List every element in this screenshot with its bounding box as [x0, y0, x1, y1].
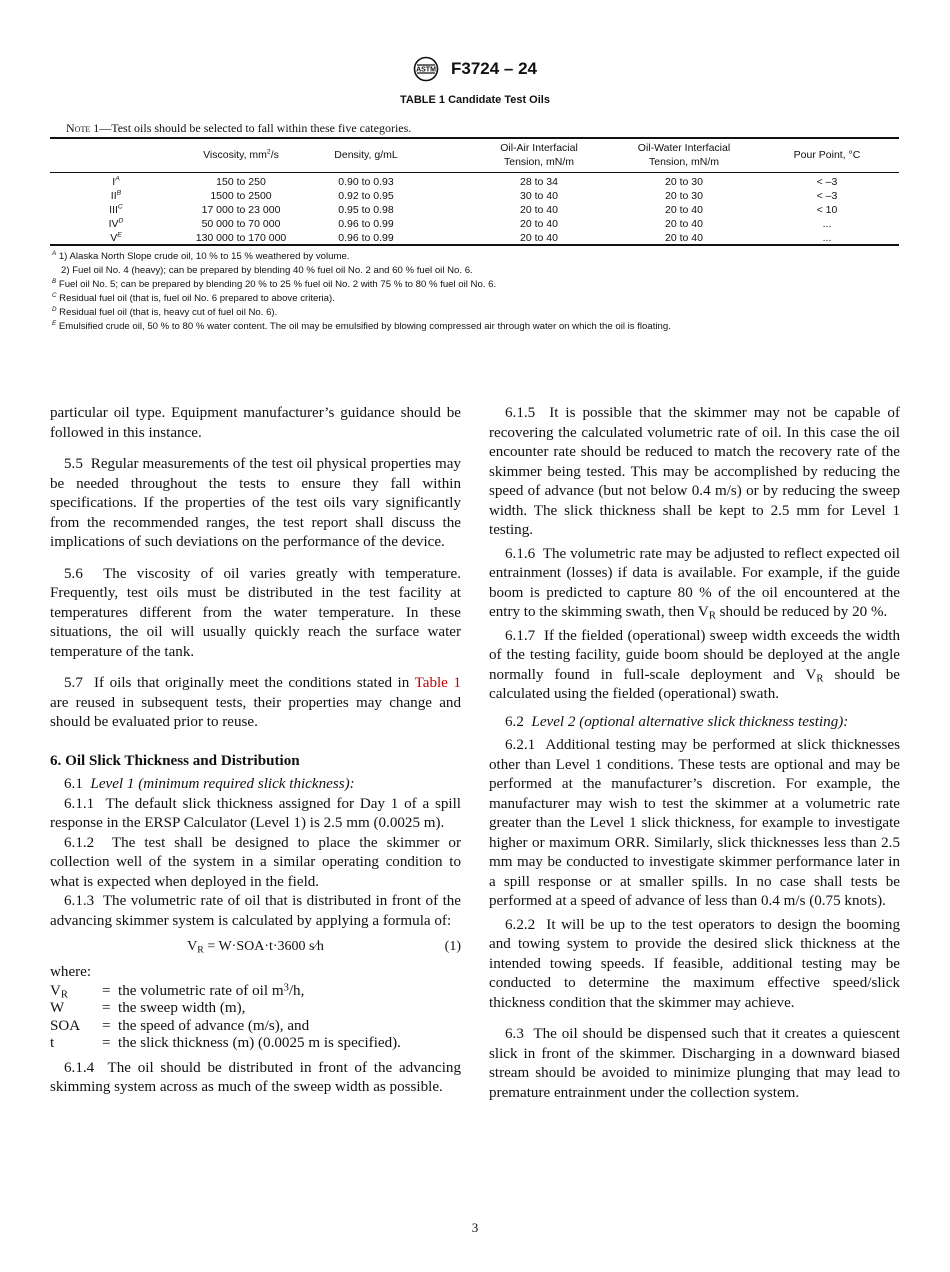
- table-cell: 20 to 40: [520, 218, 558, 230]
- table-cell: 0.92 to 0.95: [338, 190, 394, 202]
- paragraph-5-5: 5.5 Regular measurements of the test oil physical properties may be needed throughout the tests to ensure they fall within specifications. If the properties of the test oils vary significantly from the recommended ranges, the test report shall discuss the implications of such deviations on the performance of the device.: [50, 456, 461, 550]
- header-oil-air-tension: Oil-Air Interfacial Tension, mN/m: [500, 142, 578, 168]
- definition-symbol: W: [50, 1000, 65, 1016]
- left-column: [50, 404, 461, 1098]
- paragraph-6-2: 6.2 Level 2 (optional alternative slick thickness testing):: [505, 713, 849, 730]
- equals-sign: =: [102, 982, 111, 999]
- page-number: 3: [471, 1220, 479, 1235]
- table-title: TABLE 1 Candidate Test Oils: [400, 94, 550, 106]
- footnote: $^B$ Fuel oil No. 5; can be prepared by blending 20 % to 25 % fuel oil No. 2 with 75 % to 80 % fuel oil No. 6.: [52, 277, 497, 290]
- note-label: Note 1: [66, 121, 100, 135]
- svg-text:ASTM: ASTM: [416, 66, 436, 74]
- paragraph-6-1-1: 6.1.1 The default slick thickness assigned for Day 1 of a spill response in the ERSP Calculator (Level 1) is 2.5 mm (0.0025 m).: [50, 795, 461, 831]
- definition-item: [50, 1018, 461, 1036]
- page-header: [0, 56, 950, 82]
- row-category: $II^B$: [110, 189, 122, 202]
- note-text: —Test oils should be selected to fall within these five categories.: [99, 121, 412, 135]
- table-cell: 20 to 40: [665, 232, 703, 244]
- footnote: 2) Fuel oil No. 4 (heavy); can be prepared by blending 40 % fuel oil No. 2 and 60 % fuel oil No. 6.: [61, 265, 473, 276]
- table-cell: 20 to 40: [520, 204, 558, 216]
- row-category: $IV^D$: [108, 217, 124, 230]
- row-category: $V^E$: [110, 231, 122, 244]
- paragraph-6-1-7: 6.1.7 If the fielded (operational) sweep width exceeds the width of the testing facility, guide boom should be deployed at the angle normally found in full-scale deployment and $V_R$ should be calculated using the fielded (operational) swath.: [489, 627, 901, 702]
- table-row: [0, 231, 950, 245]
- table-cell: < –3: [816, 176, 838, 188]
- paragraph-6-2-1: 6.2.1 Additional testing may be performed at slick thicknesses other than Level 1 conditions. These tests are optional and may be performed at the manufacturer’s discretion. For example, the manufacturer may wish to test the skimmer at a volumetric rate greater than the Level 1 slick thickness, for example to investigate higher or maximum ORR. Similarly, slick thicknesses less than 2.5 mm may be conducted to investigate skimmer performance later in a spill response or at smaller spills. In no case shall tests be performed at a speed of advance of less than 0.4 m/s (0.75 knots).: [489, 737, 900, 909]
- table-row: [0, 203, 950, 217]
- table-cell: 20 to 40: [665, 218, 703, 230]
- definition-symbol: SOA: [50, 1017, 81, 1034]
- table-cell: 0.96 to 0.99: [338, 232, 394, 244]
- table-note: [66, 121, 411, 136]
- section-6-heading: 6. Oil Slick Thickness and Distribution: [50, 752, 300, 769]
- table-row: [0, 217, 950, 231]
- equation-number: (1): [444, 939, 461, 954]
- header-oil-water-tension: Oil-Water Interfacial Tension, mN/m: [637, 142, 731, 168]
- equation-formula: $V_R = W\cdot SOA\cdot t\cdot 3600$ s⁄h: [187, 939, 324, 956]
- equation-1: [50, 937, 461, 963]
- where-label: where:: [50, 964, 92, 980]
- table-bottom-rule: [50, 244, 899, 246]
- header-pour-point: Pour Point, °C: [793, 149, 861, 161]
- header-density: Density, g/mL: [334, 149, 398, 161]
- table-footnotes: [52, 250, 902, 334]
- table-top-rule: [50, 137, 899, 139]
- paragraph-6-1: 6.1 Level 1 (minimum required slick thickness):: [64, 776, 355, 792]
- definition-item: [50, 1035, 461, 1053]
- table-cell: 20 to 30: [665, 190, 703, 202]
- table-cell: 30 to 40: [520, 190, 558, 202]
- definition-text: the sweep width (m),: [118, 1000, 246, 1016]
- paragraph-6-1-3: 6.1.3 The volumetric rate of oil that is distributed in front of the advancing skimmer system is calculated by applying a formula of:: [50, 893, 462, 929]
- table-cell: 20 to 30: [665, 176, 703, 188]
- paragraph-5-7: 5.7 If oils that originally meet the conditions stated in Table 1 are reused in subsequent tests, their properties may change and should be evaluated prior to reuse.: [50, 675, 461, 730]
- table-cell: 150 to 250: [216, 176, 266, 188]
- row-category: $I^A$: [112, 175, 120, 188]
- paragraph-6-1-5: 6.1.5 It is possible that the skimmer may not be capable of recovering the calculated volumetric rate of oil. In this case the oil encounter rate should be reduced to match the recovery rate of the skimmer being tested. This may be accomplished by reducing the speed of advance (but not below 0.4 m/s) or by reducing the sweep width. The slick thickness shall be kept to 2.5 mm for Level 1 testing.: [489, 405, 900, 538]
- table-cell: ...: [822, 232, 832, 244]
- paragraph-6-1-4: 6.1.4 The oil should be distributed in front of the advancing skimming system across as much of the sweep width as possible.: [50, 1059, 461, 1095]
- definition-text: the volumetric rate of oil $m^3/h$,: [118, 981, 305, 999]
- table-header-rule: [50, 172, 899, 173]
- table-row: [0, 175, 950, 189]
- table-cell: 0.96 to 0.99: [338, 218, 394, 230]
- footnote: $^D$ Residual fuel oil (that is, heavy cut of fuel oil No. 6).: [52, 305, 278, 318]
- astm-logo-icon: [413, 56, 439, 82]
- paragraph-6-3: 6.3 The oil should be dispensed such that it creates a quiescent slick in front of the skimmer. Discharging in a downward biased stream should be avoided to minimize plunging that may lead to premature entrainment under the collection system.: [489, 1026, 900, 1101]
- document-designation: F3724 – 24: [450, 59, 537, 78]
- definition-item: [50, 1000, 461, 1018]
- table-row: [0, 189, 950, 203]
- paragraph-6-1-6: 6.1.6 The volumetric rate may be adjusted to reflect expected oil entrainment (losses) if data is available. For example, if the guide boom is predicted to capture 80 % of the oil encountered at the entry to the skimming swath, then $V_R$ should be reduced by 20 %.: [489, 545, 900, 622]
- table-1-link[interactable]: Table 1: [414, 675, 461, 691]
- definition-text: the speed of advance (m/s), and: [118, 1017, 310, 1034]
- table-cell: 20 to 40: [665, 204, 703, 216]
- paragraph-6-1-2: 6.1.2 The test shall be designed to place the skimmer or collection well of the system in a similar operating condition to what is expected when deployed in the field.: [50, 834, 461, 890]
- definition-item: [50, 983, 461, 1001]
- row-category: $III^C$: [109, 203, 123, 216]
- table-cell: 17 000 to 23 000: [201, 204, 281, 216]
- paragraph-5-6: 5.6 The viscosity of oil varies greatly with temperature. Frequently, test oils must be distributed in the test facility at temperatures different from the water temperature. In these situations, the oil will usually quickly reach the surface water temperature of the tank.: [50, 565, 461, 660]
- table-cell: 130 000 to 170 000: [195, 232, 287, 244]
- equals-sign: =: [102, 1035, 111, 1051]
- equals-sign: =: [102, 1017, 111, 1034]
- footnote: $^E$ Emulsified crude oil, 50 % to 80 % water content. The oil may be emulsified by blowing compressed air through water on which the oil is floating.: [52, 319, 671, 332]
- footnote: $^C$ Residual fuel oil (that is, fuel oil No. 6 prepared to above criteria).: [52, 291, 335, 304]
- paragraph-continuation: particular oil type. Equipment manufacturer’s guidance should be followed in this instance.: [50, 405, 461, 441]
- table-cell: 20 to 40: [520, 232, 558, 244]
- table-cell: 28 to 34: [520, 176, 558, 188]
- definition-symbol: $V_R$: [50, 982, 68, 1001]
- table-cell: 0.90 to 0.93: [338, 176, 394, 188]
- header-viscosity: Viscosity, $mm^2/s$: [203, 148, 279, 161]
- table-cell: 50 000 to 70 000: [201, 218, 281, 230]
- definitions-list: [50, 983, 461, 1053]
- table-cell: 1500 to 2500: [210, 190, 272, 202]
- table-cell: ...: [822, 218, 832, 230]
- equals-sign: =: [102, 1000, 111, 1016]
- footnote: $^A$ 1) Alaska North Slope crude oil, 10 % to 15 % weathered by volume.: [52, 249, 350, 262]
- table-cell: < 10: [816, 204, 838, 216]
- paragraph-6-2-2: 6.2.2 It will be up to the test operators to design the booming and towing system to provide the desired slick thickness at the intended towing speeds. If feasible, additional testing may be conducted to determine the maximum effective speed/slick thickness condition that the skimmer may achieve.: [489, 916, 900, 1011]
- definition-text: the slick thickness (m) (0.0025 m is specified).: [118, 1035, 401, 1051]
- table-cell: < –3: [816, 190, 838, 202]
- table-header: [0, 141, 950, 171]
- definition-symbol: t: [50, 1035, 55, 1051]
- right-column: [489, 404, 900, 1103]
- table-cell: 0.95 to 0.98: [338, 204, 394, 216]
